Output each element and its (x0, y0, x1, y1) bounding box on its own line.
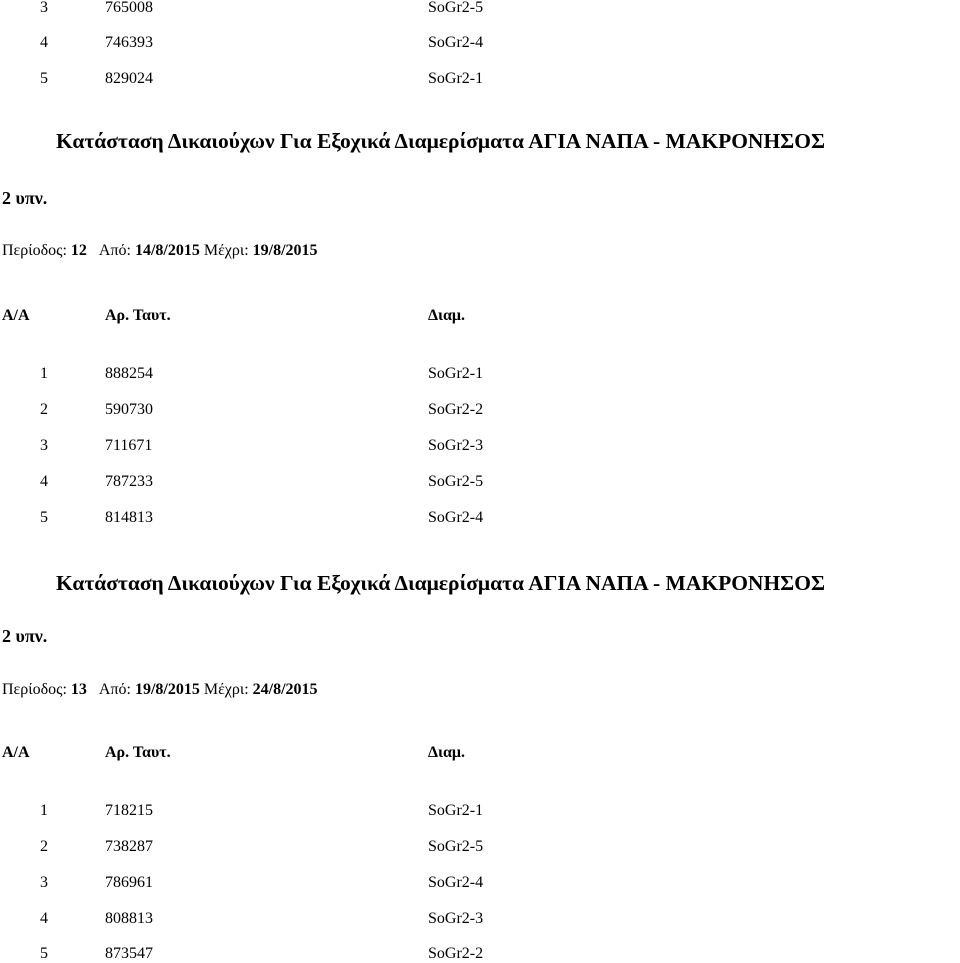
from-label: Από: (98, 681, 131, 698)
period-info (2, 243, 318, 259)
header-id: Αρ. Ταυτ. (105, 307, 171, 324)
row-number: 2 (40, 401, 48, 418)
row-apartment: SoGr2-4 (428, 34, 484, 51)
row-id: 786961 (105, 874, 153, 891)
row-number: 4 (40, 910, 48, 927)
period-value: 12 (70, 242, 87, 259)
row-number: 4 (40, 473, 48, 490)
row-apartment: SoGr2-1 (428, 365, 484, 382)
section-subtitle: 2 υπν. (2, 188, 48, 208)
period-value: 13 (70, 681, 87, 698)
header-number: Α/Α (2, 307, 30, 324)
to-label: Μέχρι: (203, 681, 249, 698)
row-id: 814813 (105, 509, 153, 526)
row-apartment: SoGr2-4 (428, 874, 484, 891)
row-id: 765008 (105, 0, 153, 16)
section-title: Κατάσταση Δικαιούχων Για Εξοχικά Διαμερίσματα ΑΓΙΑ ΝΑΠΑ - ΜΑΚΡΟΝΗΣΟΣ (56, 129, 826, 153)
to-value: 24/8/2015 (252, 681, 318, 698)
row-id: 829024 (105, 70, 153, 87)
header-apartment: Διαμ. (428, 307, 465, 324)
from-value: 14/8/2015 (134, 242, 200, 259)
row-number: 5 (40, 70, 48, 87)
row-id: 873547 (105, 945, 153, 962)
row-number: 1 (40, 802, 48, 819)
row-apartment: SoGr2-5 (428, 0, 484, 16)
row-number: 3 (40, 874, 48, 891)
to-value: 19/8/2015 (252, 242, 318, 259)
row-number: 1 (40, 365, 48, 382)
row-id: 590730 (105, 401, 153, 418)
row-apartment: SoGr2-4 (428, 509, 484, 526)
period-label: Περίοδος: (2, 681, 67, 698)
row-apartment: SoGr2-1 (428, 70, 484, 87)
row-apartment: SoGr2-3 (428, 910, 484, 927)
row-id: 718215 (105, 802, 153, 819)
row-number: 5 (40, 509, 48, 526)
row-number: 4 (40, 34, 48, 51)
row-id: 746393 (105, 34, 153, 51)
row-number: 5 (40, 945, 48, 962)
header-id: Αρ. Ταυτ. (105, 744, 171, 761)
header-apartment: Διαμ. (428, 744, 465, 761)
to-label: Μέχρι: (203, 242, 249, 259)
row-apartment: SoGr2-3 (428, 437, 484, 454)
row-id: 738287 (105, 838, 153, 855)
row-number: 3 (40, 437, 48, 454)
section-subtitle: 2 υπν. (2, 626, 48, 646)
row-apartment: SoGr2-5 (428, 473, 484, 490)
section-title: Κατάσταση Δικαιούχων Για Εξοχικά Διαμερίσματα ΑΓΙΑ ΝΑΠΑ - ΜΑΚΡΟΝΗΣΟΣ (56, 571, 826, 595)
row-apartment: SoGr2-2 (428, 945, 484, 962)
row-id: 711671 (105, 437, 153, 454)
row-number: 3 (40, 0, 48, 16)
row-id: 888254 (105, 365, 153, 382)
row-apartment: SoGr2-2 (428, 401, 484, 418)
header-number: Α/Α (2, 744, 30, 761)
from-value: 19/8/2015 (134, 681, 200, 698)
row-apartment: SoGr2-1 (428, 802, 484, 819)
period-info (2, 682, 318, 698)
from-label: Από: (98, 242, 131, 259)
period-label: Περίοδος: (2, 242, 67, 259)
row-number: 2 (40, 838, 48, 855)
row-apartment: SoGr2-5 (428, 838, 484, 855)
row-id: 787233 (105, 473, 153, 490)
row-id: 808813 (105, 910, 153, 927)
